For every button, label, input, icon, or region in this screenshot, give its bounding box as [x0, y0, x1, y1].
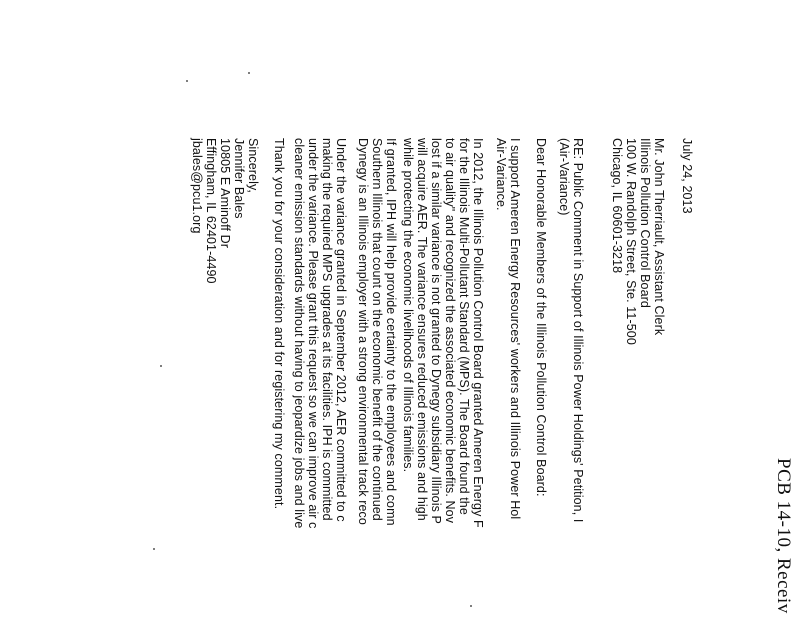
paragraph-1-line-1: I support Ameren Energy Resources' workers and Illinois Power Hol [508, 138, 522, 520]
addressee-line-1: Mr. John Therriault, Assistant Clerk [652, 138, 666, 336]
signature-line-3: 10805 E Aminoff Dr [218, 138, 232, 248]
signature-line-2: Jennifer Bales [232, 138, 246, 219]
signature-line-5: jbales@pcu1.org [190, 138, 204, 234]
signature-line-1: Sincerely, [246, 138, 260, 193]
addressee-line-4: Chicago, IL 60601-3218 [610, 138, 624, 274]
subject-line-2: (Air-Variance) [557, 138, 571, 216]
paragraph-2-line-1: In 2012, the Illinois Pollution Control Board granted Ameren Energy F [471, 138, 485, 528]
paragraph-2-line-3: to air quality" and recognized the associated economic benefits. Nov [443, 138, 457, 524]
paragraph-3-line-2: Southern Illinois that count on the economic benefit of the continued [370, 138, 384, 521]
addressee-line-2: Illinois Pollution Control Board [638, 138, 652, 308]
addressee-line-3: 100 W. Randolph Street, Ste. 11-500 [624, 138, 638, 345]
paragraph-2-line-5: will acquire AER. The variance ensures reduced emissions and high [415, 138, 429, 521]
scan-speck [248, 72, 250, 74]
received-stamp: PCB 14-10, Receiv [773, 458, 794, 614]
scan-speck [160, 365, 162, 367]
closing-sentence: Thank you for your consideration and for registering my comment. [272, 138, 286, 510]
salutation: Dear Honorable Members of the Illinois Pollution Control Board: [534, 138, 548, 497]
paragraph-2-line-2: for the Illinois Multi-Pollutant Standard (MPS). The Board found the [457, 138, 471, 515]
paragraph-1-line-2: Air-Variance. [494, 138, 508, 211]
paragraph-4-line-1: Under the variance granted in September 2012, AER committed to c [334, 138, 348, 522]
paragraph-3-line-1: If granted, IPH will help provide certainty to the employees and comn [384, 138, 398, 526]
paragraph-3-line-3: Dynegy is an Illinois employer with a strong environmental track reco [356, 138, 370, 525]
signature-line-4: Effingham, IL 62401-4490 [204, 138, 218, 284]
paragraph-2-line-6: while protecting the economic livelihoods of Illinois families. [401, 138, 415, 473]
paragraph-4-line-2: making the required MPS upgrades at its facilities. IPH is committed [320, 138, 334, 521]
paragraph-4-line-3: under the variance. Please grant this request so we can improve air c [306, 138, 320, 529]
paragraph-4-line-4: cleaner emission standards without having to jeopardize jobs and live [292, 138, 306, 529]
scan-speck [186, 80, 188, 82]
scan-speck [153, 548, 155, 550]
paragraph-2-line-4: lost if a similar variance is not granted to Dynegy subsidiary Illinois P [429, 138, 443, 524]
scan-speck [470, 605, 472, 607]
subject-line-1: RE: Public Comment in Support of Illinois Power Holdings' Petition, I [571, 138, 585, 523]
letter-date: July 24, 2013 [680, 138, 694, 214]
